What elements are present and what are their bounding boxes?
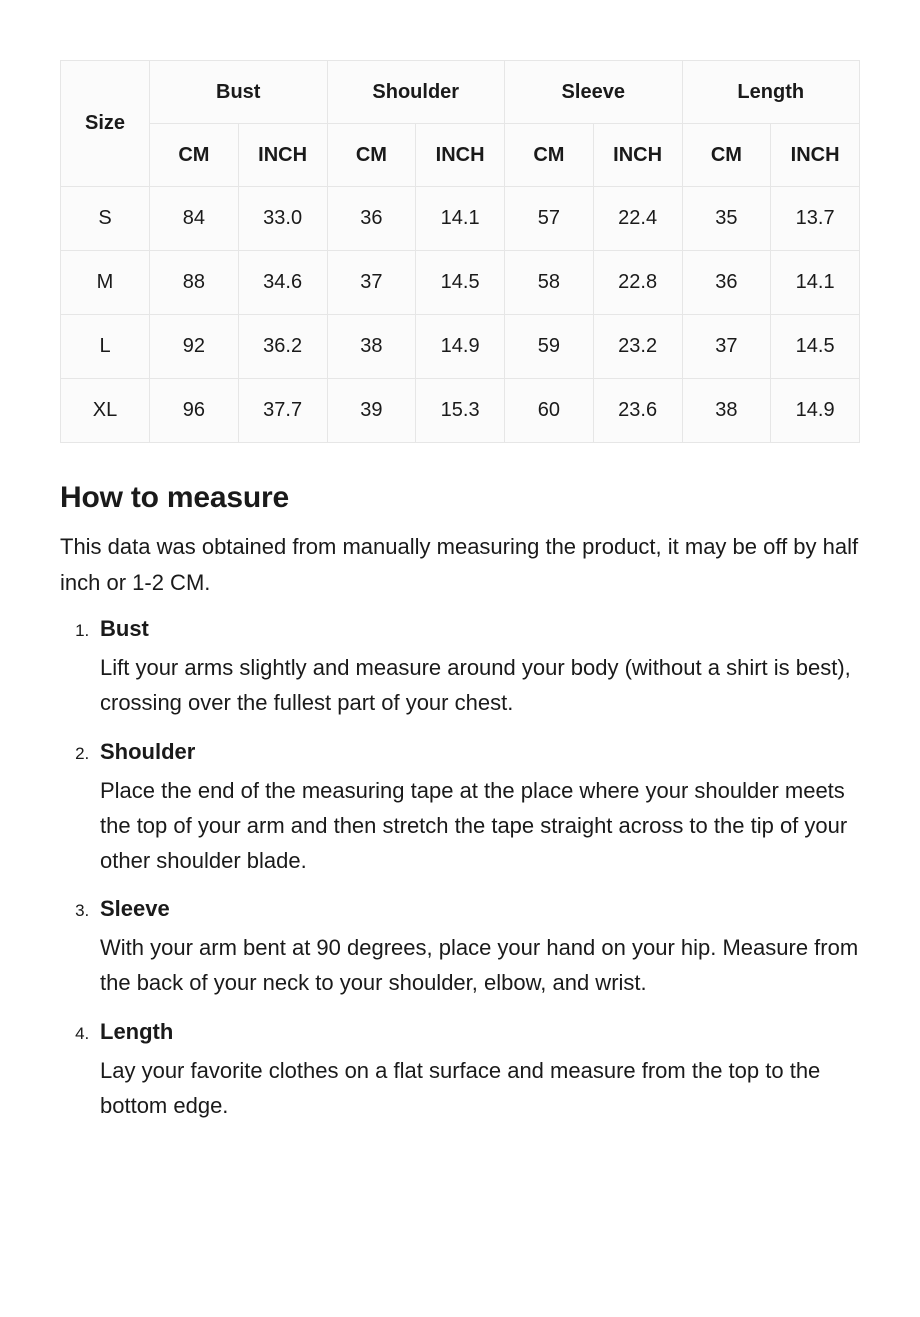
cell-shoulder-inch: 15.3: [416, 379, 505, 443]
cell-bust-cm: 96: [150, 379, 239, 443]
size-chart-table: [60, 60, 860, 443]
measure-item-body: Lift your arms slightly and measure around your body (without a shirt is best), crossing over the fullest part of your chest.: [100, 655, 851, 716]
cell-length-inch: 13.7: [771, 187, 860, 251]
unit-header-bust-inch: INCH: [238, 124, 327, 187]
table-row: [61, 315, 860, 379]
cell-sleeve-cm: 59: [505, 315, 594, 379]
size-chart-body: [61, 187, 860, 443]
cell-bust-cm: 84: [150, 187, 239, 251]
column-header-size: Size: [61, 61, 150, 187]
list-item: [94, 1019, 860, 1123]
measure-item-body: Place the end of the measuring tape at the place where your shoulder meets the top of your arm and then stretch the tape straight across to the tip of your other shoulder blade.: [100, 777, 848, 873]
cell-shoulder-inch: 14.9: [416, 315, 505, 379]
list-item: [94, 616, 860, 720]
unit-header-sleeve-cm: CM: [505, 124, 594, 187]
measure-item-title: 2. Shoulder: [100, 738, 196, 764]
cell-sleeve-cm: 60: [505, 379, 594, 443]
cell-size: L: [61, 315, 150, 379]
unit-header-shoulder-inch: INCH: [416, 124, 505, 187]
size-chart-container: [60, 60, 860, 443]
measure-instructions-list: [60, 616, 860, 1123]
cell-bust-cm: 88: [150, 251, 239, 315]
cell-bust-inch: 37.7: [238, 379, 327, 443]
cell-size: XL: [61, 379, 150, 443]
cell-sleeve-cm: 58: [505, 251, 594, 315]
cell-length-inch: 14.1: [771, 251, 860, 315]
table-row: [61, 251, 860, 315]
list-item: [94, 896, 860, 1000]
cell-sleeve-inch: 22.4: [593, 187, 682, 251]
page-title: How to measure: [60, 481, 289, 514]
cell-shoulder-inch: 14.1: [416, 187, 505, 251]
cell-size: S: [61, 187, 150, 251]
table-row: [61, 187, 860, 251]
measure-item-body: With your arm bent at 90 degrees, place your hand on your hip. Measure from the back of your neck to your shoulder, elbow, and wrist.: [100, 935, 859, 996]
cell-bust-inch: 36.2: [238, 315, 327, 379]
cell-length-cm: 35: [682, 187, 771, 251]
column-group-shoulder: Shoulder: [327, 61, 505, 124]
cell-bust-cm: 92: [150, 315, 239, 379]
cell-shoulder-cm: 36: [327, 187, 416, 251]
unit-header-bust-cm: CM: [150, 124, 239, 187]
measure-item-title: 4. Length: [100, 1018, 174, 1044]
measure-item-title: 1. Bust: [100, 616, 149, 642]
cell-shoulder-cm: 38: [327, 315, 416, 379]
cell-length-inch: 14.5: [771, 315, 860, 379]
column-group-length: Length: [682, 61, 860, 124]
cell-shoulder-cm: 39: [327, 379, 416, 443]
column-group-sleeve: Sleeve: [505, 61, 683, 124]
cell-sleeve-inch: 23.6: [593, 379, 682, 443]
cell-shoulder-inch: 14.5: [416, 251, 505, 315]
measure-intro-text: This data was obtained from manually measuring the product, it may be off by half inch or 1-2 CM.: [60, 534, 859, 595]
measure-item-title: 3. Sleeve: [100, 896, 170, 922]
column-group-bust: Bust: [150, 61, 328, 124]
size-chart-header: [61, 61, 860, 187]
cell-sleeve-cm: 57: [505, 187, 594, 251]
unit-header-length-cm: CM: [682, 124, 771, 187]
unit-header-shoulder-cm: CM: [327, 124, 416, 187]
cell-shoulder-cm: 37: [327, 251, 416, 315]
cell-length-cm: 38: [682, 379, 771, 443]
cell-sleeve-inch: 23.2: [593, 315, 682, 379]
measure-item-body: Lay your favorite clothes on a flat surface and measure from the top to the bottom edge.: [100, 1057, 821, 1118]
cell-length-inch: 14.9: [771, 379, 860, 443]
cell-length-cm: 37: [682, 315, 771, 379]
cell-length-cm: 36: [682, 251, 771, 315]
table-header-row-groups: [61, 61, 860, 124]
cell-sleeve-inch: 22.8: [593, 251, 682, 315]
unit-header-sleeve-inch: INCH: [593, 124, 682, 187]
table-header-row-units: [61, 124, 860, 187]
table-row: [61, 379, 860, 443]
list-item: [94, 739, 860, 879]
unit-header-length-inch: INCH: [771, 124, 860, 187]
cell-bust-inch: 33.0: [238, 187, 327, 251]
cell-size: M: [61, 251, 150, 315]
cell-bust-inch: 34.6: [238, 251, 327, 315]
